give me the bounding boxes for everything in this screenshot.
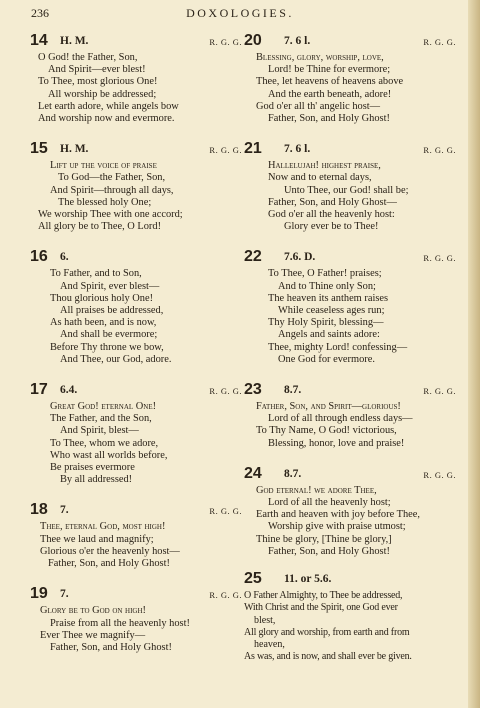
hymn-meter: 6. bbox=[60, 251, 69, 264]
verse-line: Be praises evermore bbox=[50, 462, 135, 474]
hymn-number: 20 bbox=[244, 32, 262, 49]
hymn-25 bbox=[244, 572, 456, 663]
verse-line: Blessing, glory, worship, love, bbox=[256, 52, 384, 63]
verse-line: Glorious o'er the heavenly host— bbox=[40, 545, 180, 557]
hymn-15 bbox=[30, 142, 242, 233]
hymn-attribution: R. G. G. bbox=[209, 145, 242, 156]
verse-line: God eternal! we adore Thee, bbox=[256, 484, 377, 496]
hymn-number: 25 bbox=[244, 570, 262, 588]
verse-line: Thine be glory, [Thine be glory,] bbox=[256, 533, 392, 545]
verse-line: While ceaseless ages run; bbox=[278, 305, 385, 317]
verse-line: Thee, mighty Lord! confessing— bbox=[268, 341, 408, 353]
verse-line: Blessing, honor, love and praise! bbox=[268, 437, 405, 449]
verse-line: Thee, eternal God, most high! bbox=[40, 521, 166, 533]
verse-line: Father, Son, and Holy Ghost! bbox=[268, 113, 390, 125]
verse-line: All worship be addressed; bbox=[48, 88, 157, 100]
hymn-meter: 6.4. bbox=[60, 384, 78, 397]
hymn-meter: H. M. bbox=[60, 143, 89, 156]
hymn-23 bbox=[244, 383, 456, 450]
verse-line: Father, Son, and Holy Ghost! bbox=[268, 545, 390, 557]
verse-line: The blessed holy One; bbox=[58, 196, 152, 208]
verse-line: To Thee, most glorious One! bbox=[38, 76, 158, 88]
hymn-number: 18 bbox=[30, 501, 48, 519]
verse-line: Lord! be Thine for evermore; bbox=[268, 64, 391, 76]
verse-line: And the earth beneath, adore! bbox=[268, 88, 392, 100]
verse-line: Lord of all the heavenly host; bbox=[268, 497, 391, 509]
hymn-meter: 11. or 5.6. bbox=[284, 573, 332, 586]
verse-line: To God—the Father, Son, bbox=[58, 172, 166, 184]
left-column bbox=[30, 34, 242, 654]
verse-line: All glory be to Thee, O Lord! bbox=[38, 221, 162, 233]
verse-line: Ever Thee we magnify— bbox=[40, 629, 146, 641]
verse-line: To Thee, whom we adore, bbox=[50, 437, 159, 449]
verse-line: One God for evermore. bbox=[278, 353, 375, 365]
verse-line: Before Thy throne we bow, bbox=[50, 341, 164, 353]
verse-line: Unto Thee, our God! shall be; bbox=[284, 184, 409, 196]
verse-line: The heaven its anthem raises bbox=[268, 292, 389, 304]
hymn-number: 19 bbox=[30, 585, 48, 603]
hymn-attribution: R. G. G. bbox=[209, 37, 242, 47]
verse-line: blest, bbox=[254, 614, 276, 626]
hymn-meter: 7. 6 l. bbox=[284, 35, 311, 47]
hymn-meter: 7. bbox=[60, 588, 69, 601]
hymn-attribution: R. G. G. bbox=[209, 590, 242, 601]
hymn-20 bbox=[244, 34, 456, 125]
hymn-number: 15 bbox=[30, 140, 48, 158]
hymn-number: 24 bbox=[244, 464, 262, 482]
verse-line: heaven, bbox=[254, 638, 285, 650]
hymn-meter: 7. bbox=[60, 504, 69, 517]
verse-line: Father, Son, and Spirit—glorious! bbox=[256, 401, 401, 413]
verse-line: Let earth adore, while angels bow bbox=[38, 100, 179, 112]
verse-line: Lord of all through endless days— bbox=[268, 413, 413, 425]
verse-line: Earth and heaven with joy before Thee, bbox=[256, 509, 420, 521]
hymn-number: 14 bbox=[30, 32, 48, 49]
verse-line: And Spirit, blest— bbox=[60, 425, 139, 437]
hymn-number: 16 bbox=[30, 248, 48, 266]
verse-line: Praise from all the heavenly host! bbox=[50, 617, 190, 629]
page-number: 236 bbox=[31, 6, 49, 20]
hymn-meter: 8.7. bbox=[284, 467, 302, 480]
verse-line: And Spirit—ever blest! bbox=[48, 64, 146, 76]
verse-line: Hallelujah! highest praise, bbox=[268, 160, 381, 172]
hymn-attribution: R. G. G. bbox=[423, 253, 456, 264]
verse-line: Great God! eternal One! bbox=[50, 401, 157, 413]
verse-line: All praises be addressed, bbox=[60, 305, 164, 317]
hymn-meter: 7.6. D. bbox=[284, 251, 316, 264]
hymn-number: 23 bbox=[244, 381, 262, 399]
verse-line: To Thee, O Father! praises; bbox=[268, 268, 382, 280]
verse-line: We worship Thee with one accord; bbox=[38, 209, 183, 221]
hymn-attribution: R. G. G. bbox=[423, 145, 456, 156]
verse-line: Angels and saints adore: bbox=[278, 329, 380, 341]
hymn-attribution: R. G. G. bbox=[209, 506, 242, 517]
hymn-attribution: R. G. G. bbox=[423, 37, 456, 47]
verse-line: Father, Son, and Holy Ghost! bbox=[50, 641, 172, 653]
verse-line: As was, and is now, and shall ever be given. bbox=[244, 651, 412, 663]
verse-line: Thee we laud and magnify; bbox=[40, 533, 154, 545]
verse-line: Thou glorious holy One! bbox=[50, 292, 154, 304]
verse-line: And Spirit, ever blest— bbox=[60, 280, 160, 292]
verse-line: Father, Son, and Holy Ghost! bbox=[48, 558, 170, 570]
hymn-14 bbox=[30, 34, 242, 125]
verse-line: And shall be evermore; bbox=[60, 329, 158, 341]
verse-line: Glory ever be to Thee! bbox=[284, 221, 379, 233]
verse-line: The Father, and the Son, bbox=[50, 413, 152, 425]
verse-line: Lift up the voice of praise bbox=[50, 160, 157, 172]
hymn-meter: H. M. bbox=[60, 35, 89, 47]
verse-line: And Spirit—through all days, bbox=[50, 184, 174, 196]
verse-line: As hath been, and is now, bbox=[50, 317, 157, 329]
verse-line: Who wast all worlds before, bbox=[50, 449, 168, 461]
hymn-16 bbox=[30, 250, 242, 366]
verse-line: And to Thine only Son; bbox=[278, 280, 376, 292]
verse-line: Thy Holy Spirit, blessing— bbox=[268, 317, 384, 329]
verse-line: God o'er all th' angelic host— bbox=[256, 100, 381, 112]
hymn-meter: 8.7. bbox=[284, 384, 302, 397]
verse-line: To Father, and to Son, bbox=[50, 268, 142, 280]
hymn-22 bbox=[244, 250, 456, 366]
hymn-24 bbox=[244, 464, 456, 558]
verse-line: O God! the Father, Son, bbox=[38, 52, 138, 63]
hymn-attribution: R. G. G. bbox=[423, 386, 456, 397]
hymn-number: 17 bbox=[30, 381, 48, 399]
hymn-number: 21 bbox=[244, 140, 262, 158]
verse-line: By all addressed! bbox=[60, 474, 133, 486]
hymn-number: 22 bbox=[244, 248, 262, 266]
verse-line: And Thee, our God, adore. bbox=[60, 353, 172, 365]
verse-line: With Christ and the Spirit, one God ever bbox=[244, 602, 398, 614]
verse-line: And worship now and evermore. bbox=[38, 113, 175, 125]
verse-line: Now and to eternal days, bbox=[268, 172, 372, 184]
hymn-21 bbox=[244, 142, 456, 233]
hymn-meter: 7. 6 l. bbox=[284, 143, 311, 156]
hymn-attribution: R. G. G. bbox=[423, 469, 456, 480]
verse-line: Glory be to God on high! bbox=[40, 605, 146, 617]
hymn-17 bbox=[30, 383, 242, 486]
verse-line: God o'er all the heavenly host: bbox=[268, 209, 395, 221]
verse-line: All glory and worship, from earth and from bbox=[244, 626, 410, 638]
verse-line: Father, Son, and Holy Ghost— bbox=[268, 196, 397, 208]
hymn-19 bbox=[30, 587, 242, 654]
verse-line: O Father Almighty, to Thee be addressed, bbox=[244, 590, 403, 602]
verse-line: Worship give with praise utmost; bbox=[268, 521, 406, 533]
page-gutter bbox=[468, 0, 480, 708]
hymn-18 bbox=[30, 503, 242, 570]
hymn-attribution: R. G. G. bbox=[209, 386, 242, 397]
right-column bbox=[244, 34, 456, 663]
verse-line: Thee, let heavens of heavens above bbox=[256, 76, 404, 88]
page-title: DOXOLOGIES. bbox=[186, 6, 294, 20]
verse-line: To Thy Name, O God! victorious, bbox=[256, 425, 397, 437]
